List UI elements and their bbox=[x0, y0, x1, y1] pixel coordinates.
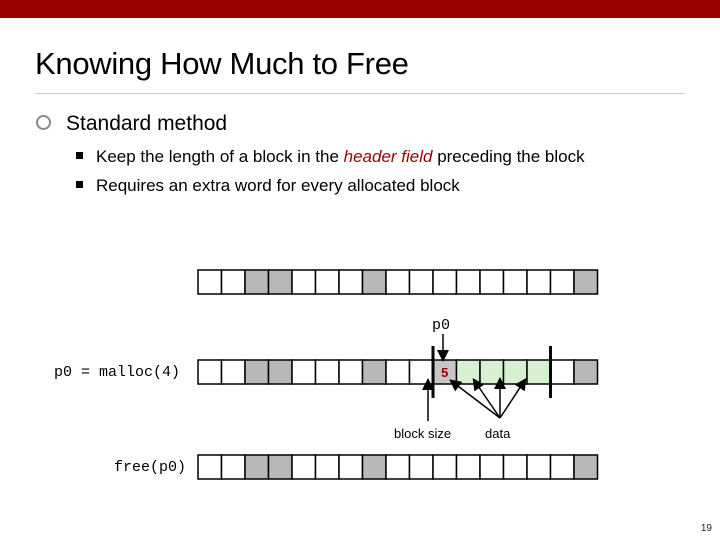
heap-word bbox=[551, 455, 575, 479]
heap-word bbox=[480, 270, 504, 294]
sub-bullet-text-after: preceding the block bbox=[432, 147, 585, 166]
heap-word bbox=[527, 270, 551, 294]
heap-word bbox=[198, 455, 222, 479]
heap-word bbox=[433, 455, 457, 479]
sub-bullet-text: Requires an extra word for every allocated block bbox=[96, 176, 460, 195]
heap-word bbox=[574, 360, 598, 384]
heap-word bbox=[198, 360, 222, 384]
heap-word bbox=[269, 270, 293, 294]
heap-word bbox=[386, 360, 410, 384]
data-arrow-4 bbox=[500, 383, 523, 418]
heap-word bbox=[363, 455, 387, 479]
heap-word bbox=[480, 455, 504, 479]
header-size-value: 5 bbox=[441, 365, 449, 380]
heap-word bbox=[339, 270, 363, 294]
heap-word bbox=[292, 455, 316, 479]
heap-word bbox=[504, 455, 528, 479]
heap-word bbox=[269, 360, 293, 384]
heap-word bbox=[574, 455, 598, 479]
page-number: 19 bbox=[700, 523, 712, 534]
heap-word bbox=[457, 270, 481, 294]
heap-word bbox=[574, 270, 598, 294]
row-label-malloc: p0 = malloc(4) bbox=[54, 364, 181, 381]
heap-word bbox=[292, 360, 316, 384]
heap-word bbox=[457, 455, 481, 479]
heap-word bbox=[339, 455, 363, 479]
payload-word bbox=[527, 360, 551, 384]
sub-bullet-text-before: Keep the length of a block in the bbox=[96, 147, 344, 166]
heap-word bbox=[410, 270, 434, 294]
heap-word bbox=[551, 360, 575, 384]
payload-word bbox=[504, 360, 528, 384]
heap-word bbox=[222, 360, 246, 384]
heap-word bbox=[410, 455, 434, 479]
heap-word bbox=[245, 455, 269, 479]
row-label-free: free(p0) bbox=[114, 459, 187, 476]
heap-word bbox=[292, 270, 316, 294]
annotation-block-size: block size bbox=[394, 426, 452, 441]
pointer-label-p0: p0 bbox=[432, 317, 451, 334]
heap-word bbox=[222, 270, 246, 294]
heap-word bbox=[363, 360, 387, 384]
heap-word bbox=[410, 360, 434, 384]
heap-word bbox=[386, 270, 410, 294]
highlight-header-field: header field bbox=[343, 147, 433, 166]
heap-word bbox=[527, 455, 551, 479]
payload-word bbox=[457, 360, 481, 384]
data-arrow-2 bbox=[476, 383, 500, 418]
annotation-data: data bbox=[485, 426, 511, 441]
heap-word bbox=[198, 270, 222, 294]
heap-word bbox=[339, 360, 363, 384]
heap-word bbox=[316, 360, 340, 384]
heap-word bbox=[316, 270, 340, 294]
heap-word bbox=[363, 270, 387, 294]
heap-word bbox=[551, 270, 575, 294]
heap-word bbox=[504, 270, 528, 294]
heap-word bbox=[269, 455, 293, 479]
heap-word bbox=[316, 455, 340, 479]
data-arrow-1 bbox=[454, 383, 500, 418]
payload-word bbox=[480, 360, 504, 384]
bullet-text: Standard method bbox=[66, 112, 228, 135]
heap-word bbox=[245, 270, 269, 294]
heap-word bbox=[433, 270, 457, 294]
slide-title: Knowing How Much to Free bbox=[35, 46, 409, 81]
heap-word bbox=[245, 360, 269, 384]
heap-word bbox=[386, 455, 410, 479]
heap-word bbox=[222, 455, 246, 479]
